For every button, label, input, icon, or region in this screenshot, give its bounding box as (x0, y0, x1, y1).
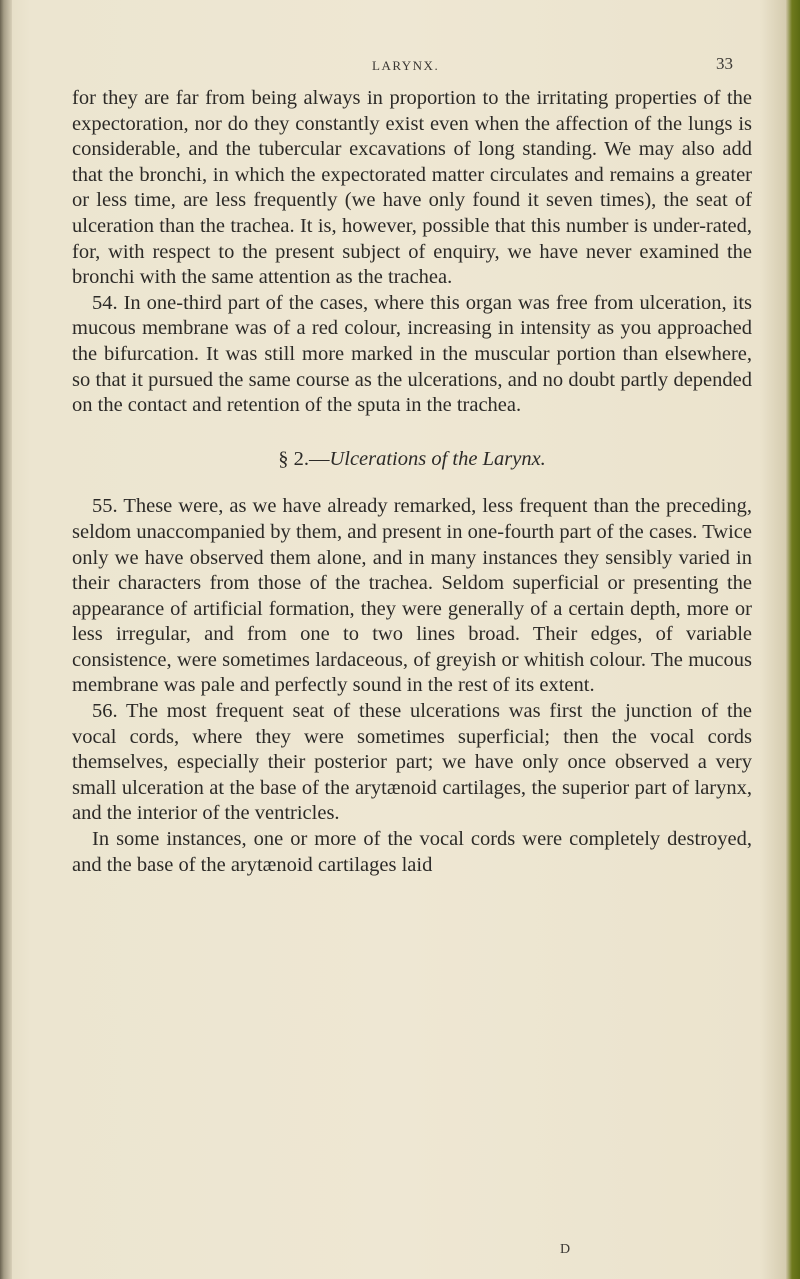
paragraph-final: In some instances, one or more of the vocal cords were completely destroyed, and the base of the arytænoid cartilages laid (72, 828, 752, 876)
running-title: LARYNX. (372, 58, 440, 73)
page-number: 33 (716, 54, 733, 73)
signature-mark: D (560, 1242, 571, 1257)
spine-shadow (0, 0, 12, 1279)
paragraph-continuation: for they are far from being always in proportion to the irritating properties of the expectoration, nor do they constantly exist even when the affection of the lungs is considerable, and the tubercular excavations of long standing. We may also add that the bronchi, in which the expectorated matter circulates and remains a greater or less time, are less frequently (we have only found it seven times), the seat of ulceration than the trachea. It is, however, possible that this number is under-rated, for, with respect to the present subject of enquiry, we have never examined the bronchi with the same attention as the trachea. (72, 87, 752, 289)
section-title: Ulcerations of the Larynx. (329, 447, 546, 470)
section-heading (72, 447, 752, 473)
paragraph-55: 55. These were, as we have already remarked, less frequent than the preceding, seldom unaccompanied by them, and present in one-fourth part of the cases. Twice only we have observed them alone, and in many instances they sensibly varied in their characters from those of the trachea. Seldom superficial or presenting the appearance of artificial formation, they were generally of a certain depth, more or less irregular, and from one to two lines broad. Their edges, of variable consistence, were sometimes lardaceous, of greyish or whitish colour. The mucous membrane was pale and perfectly sound in the rest of its extent. (72, 495, 752, 697)
paragraph-56: 56. The most frequent seat of these ulcerations was first the junction of the vocal cords, where they were sometimes superficial; then the vocal cords themselves, especially their posterior part; we have only once observed a very small ulceration at the base of the arytænoid cartilages, the superior part of larynx, and the interior of the ventricles. (72, 700, 752, 825)
page-edge (786, 0, 800, 1279)
paragraph-54: 54. In one-third part of the cases, where this organ was free from ulceration, its mucous membrane was of a red colour, increasing in intensity as you approached the bifurcation. It was still more marked in the muscular portion than elsewhere, so that it pursued the same course as the ulcerations, and no doubt partly depended on the contact and retention of the sputa in the trachea. (72, 291, 752, 417)
section-prefix: § 2.— (278, 447, 330, 470)
body-text (72, 86, 752, 878)
